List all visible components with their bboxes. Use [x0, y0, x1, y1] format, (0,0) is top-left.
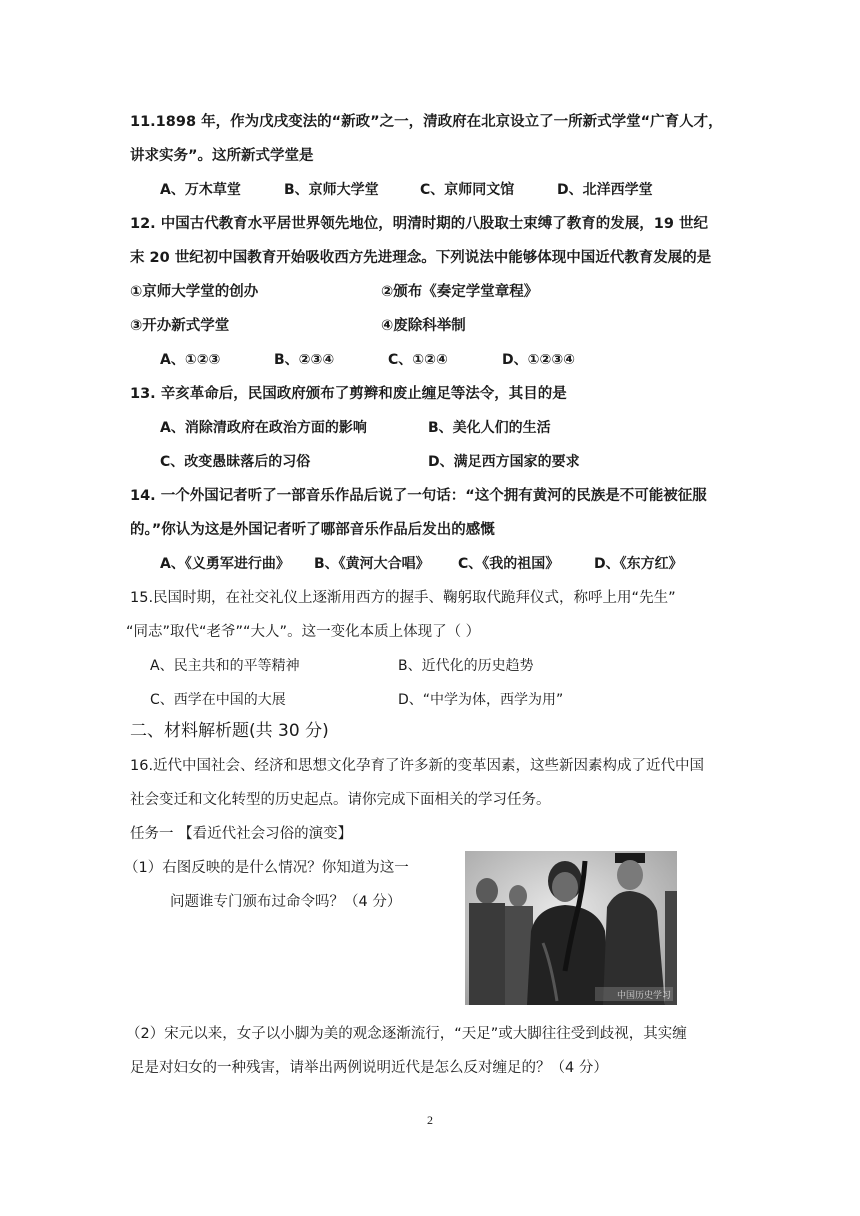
q11-stem-line1: 11.1898 年，作为戊戌变法的“新政”之一，清政府在北京设立了一所新式学堂“广育人才，	[130, 114, 723, 130]
q11-option-b: B、京师大学堂	[284, 182, 379, 198]
q12-option-d: D、①②③④	[502, 352, 576, 368]
q16-stem-line1: 16.近代中国社会、经济和思想文化孕育了许多新的变革因素，这些新因素构成了近代中国	[130, 758, 705, 774]
q14-option-b: B、《黄河大合唱》	[314, 556, 430, 572]
q15-option-a: A、民主共和的平等精神	[150, 658, 300, 674]
q12-option-a: A、①②③	[160, 352, 221, 368]
q11-stem-line2: 讲求实务”。这所新式学堂是	[130, 148, 314, 164]
q15-option-c: C、西学在中国的大展	[150, 692, 286, 708]
q14-stem-line1: 14. 一个外国记者听了一部音乐作品后说了一句话：“这个拥有黄河的民族是不可能被征服	[130, 488, 707, 504]
q14-stem-line2: 的。”你认为这是外国记者听了哪部音乐作品后发出的感慨	[130, 522, 495, 538]
q14-option-a: A、《义勇军进行曲》	[160, 556, 290, 572]
q13-option-c: C、改变愚昧落后的习俗	[160, 454, 311, 470]
page-number: 2	[427, 1113, 433, 1127]
q14-option-c: C、《我的祖国》	[458, 556, 560, 572]
q11-option-a: A、万木草堂	[160, 182, 241, 198]
q16-sub1-line2: 问题谁专门颁布过命令吗？（4 分）	[170, 894, 402, 910]
q12-item-4: ④废除科举制	[381, 318, 466, 334]
q14-option-d: D、《东方红》	[594, 556, 683, 572]
photo-watermark: 中国历史学习	[616, 991, 671, 1001]
q13-stem: 13. 辛亥革命后，民国政府颁布了剪辫和废止缠足等法令，其目的是	[130, 386, 567, 402]
q16-sub2-line2: 足是对妇女的一种残害，请举出两例说明近代是怎么反对缠足的？（4 分）	[130, 1060, 608, 1076]
q12-option-b: B、②③④	[274, 352, 335, 368]
q12-stem-line1: 12. 中国古代教育水平居世界领先地位，明清时期的八股取士束缚了教育的发展，19 世纪	[130, 216, 708, 232]
q16-stem-line2: 社会变迁和文化转型的历史起点。请你完成下面相关的学习任务。	[130, 792, 551, 808]
q12-item-1: ①京师大学堂的创办	[130, 284, 259, 300]
q16-sub1-line1: （1）右图反映的是什么情况？你知道为这一	[124, 860, 409, 876]
section-2-title: 二、材料解析题(共 30 分)	[130, 721, 329, 741]
q16-sub2-line1: （2）宋元以来，女子以小脚为美的观念逐渐流行，“天足”或大脚往往受到歧视，其实缠	[126, 1026, 687, 1042]
q12-item-2: ②颁布《奏定学堂章程》	[381, 284, 539, 300]
q11-option-d: D、北洋西学堂	[557, 182, 653, 198]
q15-stem-line2: “同志”取代“老爷”“大人”。这一变化本质上体现了（ ）	[126, 624, 481, 640]
q13-option-d: D、满足西方国家的要求	[428, 454, 580, 470]
q15-option-d: D、“中学为体，西学为用”	[398, 692, 564, 708]
q15-stem-line1: 15.民国时期，在社交礼仪上逐渐用西方的握手、鞠躬取代跪拜仪式，称呼上用“先生”	[130, 590, 676, 606]
q12-stem-line2: 末 20 世纪初中国教育开始吸收西方先进理念。下列说法中能够体现中国近代教育发展的是	[130, 250, 712, 266]
q15-option-b: B、近代化的历史趋势	[398, 658, 534, 674]
q16-task1-heading: 任务一 【看近代社会习俗的演变】	[130, 826, 353, 842]
q12-item-3: ③开办新式学堂	[130, 318, 230, 334]
q12-option-c: C、①②④	[388, 352, 448, 368]
q13-option-b: B、美化人们的生活	[428, 420, 551, 436]
q13-option-a: A、消除清政府在政治方面的影响	[160, 420, 367, 436]
q11-option-c: C、京师同文馆	[420, 182, 515, 198]
queue-cutting-photo	[465, 851, 677, 1005]
